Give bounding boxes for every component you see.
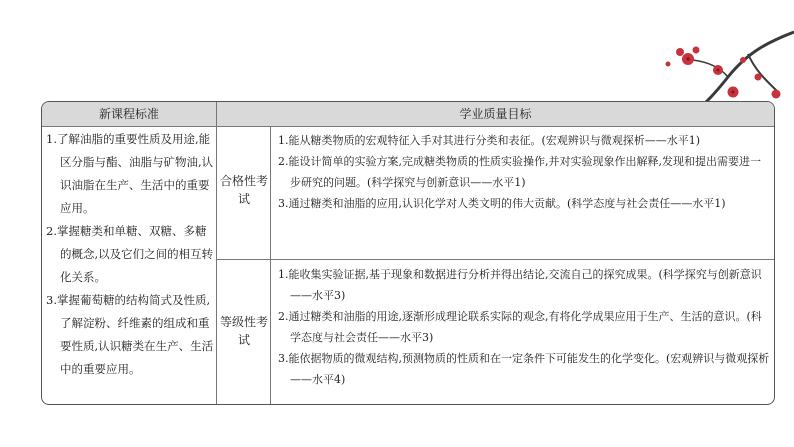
level-qualified-exam: 合格性考试 — [219, 174, 268, 206]
goal-qualified-2: 2.能设计简单的实验方案,完成糖类物质的性质实验操作,并对实验现象作出解释,发现和提出需要进一步研究的问题。(科学探究与创新意识——水平1) — [278, 155, 761, 189]
goal-graded-3: 3.能依据物质的微观结构,预测物质的性质和在一定条件下可能发生的化学变化。(宏观辨识与微观探析——水平4) — [278, 352, 770, 386]
goal-graded-2: 2.通过糖类和油脂的用途,逐渐形成理论联系实际的观念,有将化学成果应用于生产、生活的意识。(科学态度与社会责任——水平3) — [278, 310, 762, 344]
header-new-standard: 新课程标准 — [98, 107, 159, 121]
table-header — [42, 102, 774, 127]
goal-graded-1: 1.能收集实验证据,基于现象和数据进行分析并得出结论,交流自己的探究成果。(科学探究与创新意识——水平3) — [278, 268, 762, 302]
goal-qualified-1: 1.能从糖类物质的宏观特征入手对其进行分类和表征。(宏观辨识与微观探析——水平1) — [278, 134, 701, 147]
level-graded-exam: 等级性考试 — [219, 315, 268, 347]
standards-list — [46, 128, 216, 381]
standard-item-1: 1.了解油脂的重要性质及用途,能区分脂与酯、油脂与矿物油,认识油脂在生产、生活中的重要应用。 — [46, 132, 214, 215]
goals-graded — [278, 264, 770, 390]
goal-qualified-3: 3.通过糖类和油脂的应用,认识化学对人类文明的伟大贡献。(科学态度与社会责任——水平1) — [278, 197, 726, 210]
divider-level — [270, 126, 271, 405]
curriculum-table — [41, 101, 775, 405]
standard-item-2: 2.掌握糖类和单糖、双糖、多糖的概念,以及它们之间的相互转化关系。 — [46, 224, 214, 284]
divider-main — [216, 102, 217, 405]
goals-qualified — [278, 130, 770, 214]
divider-row — [216, 259, 775, 260]
header-quality-goals: 学业质量目标 — [459, 107, 532, 121]
standard-item-3: 3.掌握葡萄糖的结构简式及性质,了解淀粉、纤维素的组成和重要性质,认识糖类在生产、生活中的重要应用。 — [46, 293, 214, 376]
